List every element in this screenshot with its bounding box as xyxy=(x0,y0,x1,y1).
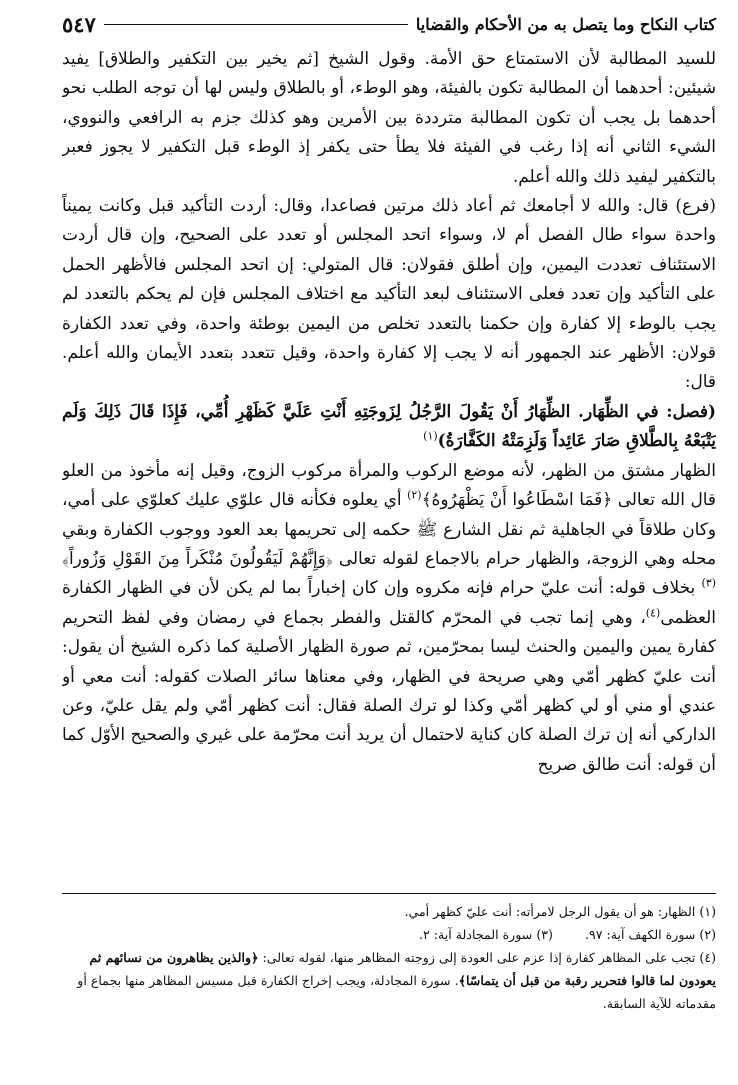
page-number: ٥٤٧ xyxy=(62,11,96,37)
text-run: (٤) تجب على المظاهر كفارة إذا عزم على العودة إلى زوجته المظاهر منها، لقوله تعالى: xyxy=(258,950,716,965)
footnotes xyxy=(62,900,716,1060)
paragraph-commentary xyxy=(62,456,716,779)
paragraph: للسيد المطالبة لأن الاستمتاع حق الأمة. وقول الشيخ [ثم يخير بين التكفير والطلاق] يفيد شيئين: أحدهما أن المطالبة تكون بالفيئة، وهو الوطء، أو بالطلاق وليس لها أن توجه الطلب نحو أحدهما بل يجب أن تكون المطالبة مترددة بين الأمرين وهو كذلك جزم به الرافعي والنووي، الشيء الثاني أنه إذا رغب في الفيئة فلا يطأ حتى يكفر إذ الوطء قبل التكفير لا يجوز فعبر بالتكفير ليفيد ذلك والله أعلم. xyxy=(62,48,716,186)
footnote-4 xyxy=(62,946,716,1015)
footnote-1: (١) الظهار: هو أن يقول الرجل لامرأته: أنت عليّ كظهر أمي. xyxy=(404,904,716,919)
footnote-ref: (٤) xyxy=(645,606,661,620)
footnote-ref: (١) xyxy=(423,429,438,443)
section-heading: (فصل: في الظِّهَار. الظِّهَارُ أَنْ يَقُولَ الرَّجُلُ لِزَوجَتِهِ أَنْتِ عَلَيَّ كَظَهْرِ أُمِّي، فَإِذَا قَالَ ذَلِكَ وَلَم يَتْبَعْهُ بِالطَّلاقِ صَارَ عَائِداً وَلَزِمَتْهُ الكَفَّارَةُ) xyxy=(62,400,716,451)
paragraph-far: (فرع) قال: والله لا أجامعك ثم أعاد ذلك مرتين فصاعدا، وقال: أردت التأكيد قبل وكانت يميناً واحدة سواء طال الفصل أم لا، وسواء اتحد المجلس أو تعدد على الصحيح، وإن قال أردت الاستئناف تعددت اليمين، وإن أطلق فقولان: قال المتولي: إن اتحد المجلس فالأظهر الحمل على التأكيد وإن تعدد فعلى الاستئناف لبعد التأكيد مع اختلاف المجلس فإن لم يحكم بالتعدد لم يجب بالوطء إلا كفارة وإن حكمنا بالتعدد تخلص من اليمين بوطئة واحدة، وفي تعدد الكفارة قولان: الأظهر عند الجمهور أنه لا يجب إلا كفارة واحدة، وقيل تتعدد بتعدد الأيمان والله أعلم. قال: xyxy=(62,195,716,392)
page-header xyxy=(62,10,716,38)
footnote-ref: (٣) xyxy=(701,576,716,590)
text-run: بخلاف قوله: أنت عليّ حرام فإنه مكروه وإن كان إخباراً بما لم يكن لأن في الظهار الكفارة العظمى xyxy=(62,577,716,627)
main-text xyxy=(62,44,716,886)
text-run: الظهار مشتق من الظهر، لأنه موضع الركوب والمرأة مركوب الزوج، وقيل إنه مأخوذ من العلو قال الله تعالى ﴿فَمَا اسْطَاعُوا أَنْ يَظْهَرُوهُ﴾ xyxy=(62,459,716,510)
text-run: ، وهي إنما تجب في المحرّم كالقتل والفطر بجماع في رمضان وفي لفظ التحريم كفارة يمين واليمين والحنث ليسا بمحرّمين، ثم صورة الظهار الأصلية كما ذكره الشيخ أن يقول: أنت عليّ كظهر أمّي وهي صريحة في الظهار، وفي معناها سائر الصلات كقوله: أنت معي أو عندي أو مني أو لي كظهر أمّي وكذا لو ترك الصلة فقال: أنت كظهر أمّي ولم يقل عليّ، وعن الداركي أنه إن ترك الصلة كان كناية لاحتمال أن يريد أنت محرّمة على غيري والصحيح الأوّل كما أن قوله: أنت طالق صريح xyxy=(62,606,716,774)
footnote-divider xyxy=(62,893,716,894)
paragraph-fasl xyxy=(62,397,716,456)
footnote-3: (٣) سورة المجادلة آية: ٢. xyxy=(419,927,553,942)
footnote-2-3 xyxy=(62,923,716,946)
footnote-2: (٢) سورة الكهف آية: ٩٧. xyxy=(584,927,716,942)
running-title: كتاب النكاح وما يتصل به من الأحكام والقضايا xyxy=(415,14,716,34)
text-run: . سورة المجادلة، ويجب إخراج الكفارة قبل مسيس المظاهر منها بجماع أو مقدماته للآية السابقة. xyxy=(77,973,716,1011)
text-run: أي يعلوه فكأنه قال علوّي عليك كعلوّي على أمي، وكان طلاقاً في الجاهلية ثم نقل الشارع ﷺ حكمه إلى تحريمها بعد العود ووجوب الكفارة وبقي محله وهي الزوجة، والظهار حرام بالاجماع لقوله تعالى ﴿وَإِنَّهُمْ لَيَقُولُونَ مُنْكَراً مِنَ القَوْلِ وَزُوراً﴾ xyxy=(62,489,716,568)
footnote-ref: (٢) xyxy=(407,488,422,502)
header-rule xyxy=(104,24,408,25)
quran-quote: ﴿والذين يظاهرون من نسائهم ثم يعودون لما قالوا فتحرير رقبة من قبل أن يتماسّا﴾ xyxy=(89,950,716,988)
